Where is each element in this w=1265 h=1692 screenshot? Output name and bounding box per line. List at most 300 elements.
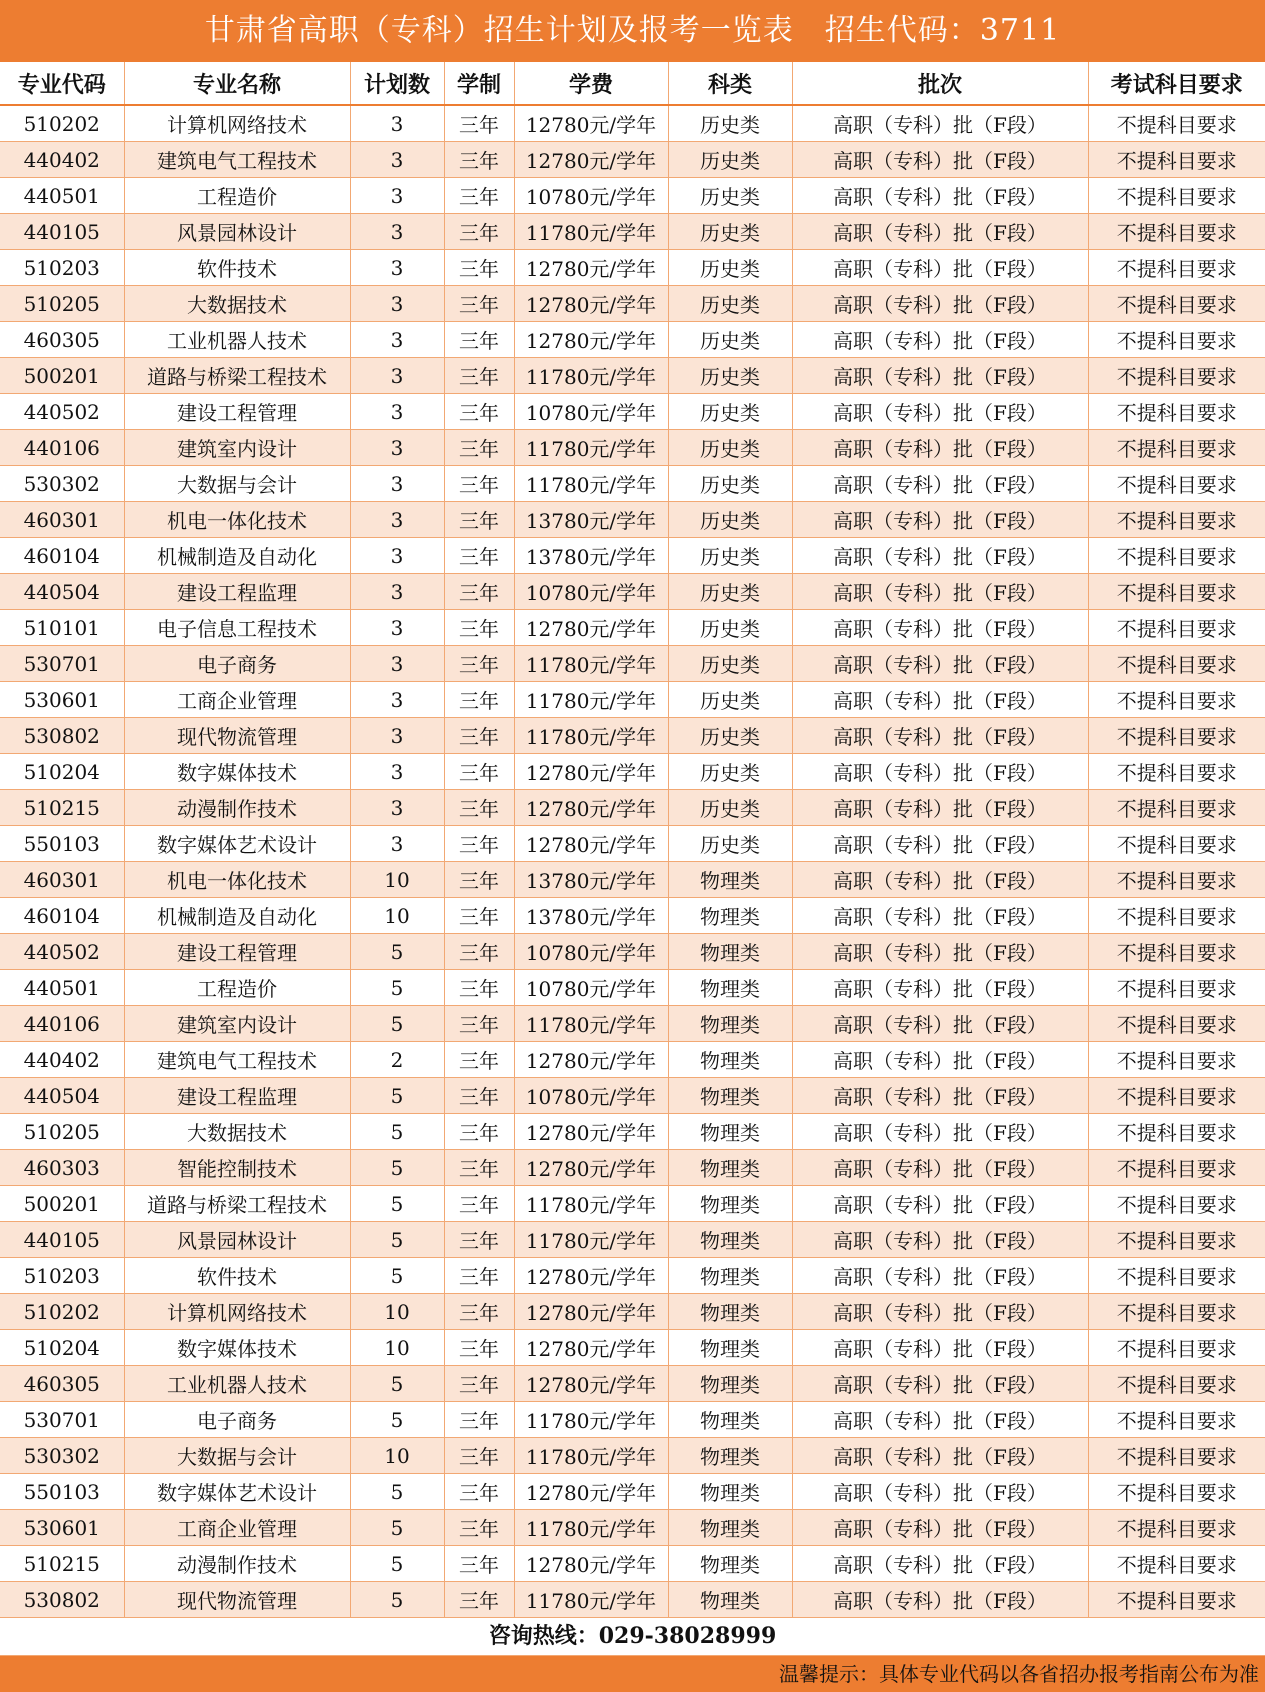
table-row (0, 1330, 1265, 1366)
cell-category: 历史类 (668, 682, 792, 718)
cell-tuition: 10780元/学年 (514, 970, 668, 1006)
table-row (0, 394, 1265, 430)
cell-subject-req: 不提科目要求 (1088, 322, 1265, 358)
cell-subject-req: 不提科目要求 (1088, 430, 1265, 466)
cell-code: 440402 (0, 1042, 124, 1078)
cell-code: 460305 (0, 322, 124, 358)
column-header-code: 专业代码 (0, 62, 124, 105)
cell-tuition: 12780元/学年 (514, 790, 668, 826)
cell-category: 物理类 (668, 1438, 792, 1474)
cell-plan: 3 (350, 178, 444, 214)
cell-tuition: 13780元/学年 (514, 538, 668, 574)
cell-name: 数字媒体艺术设计 (124, 1474, 350, 1510)
cell-plan: 5 (350, 1366, 444, 1402)
table-row (0, 718, 1265, 754)
cell-code: 440105 (0, 1222, 124, 1258)
cell-subject-req: 不提科目要求 (1088, 1582, 1265, 1618)
cell-name: 机械制造及自动化 (124, 538, 350, 574)
cell-code: 530701 (0, 1402, 124, 1438)
cell-tuition: 10780元/学年 (514, 574, 668, 610)
cell-subject-req: 不提科目要求 (1088, 826, 1265, 862)
cell-category: 物理类 (668, 1042, 792, 1078)
cell-batch: 高职（专科）批（F段） (792, 934, 1088, 970)
cell-subject-req: 不提科目要求 (1088, 286, 1265, 322)
cell-tuition: 10780元/学年 (514, 394, 668, 430)
cell-subject-req: 不提科目要求 (1088, 1546, 1265, 1582)
cell-code: 440106 (0, 430, 124, 466)
cell-code: 460104 (0, 898, 124, 934)
cell-tuition: 13780元/学年 (514, 862, 668, 898)
cell-batch: 高职（专科）批（F段） (792, 1438, 1088, 1474)
cell-batch: 高职（专科）批（F段） (792, 574, 1088, 610)
cell-tuition: 12780元/学年 (514, 610, 668, 646)
cell-category: 历史类 (668, 790, 792, 826)
cell-category: 历史类 (668, 322, 792, 358)
cell-plan: 10 (350, 862, 444, 898)
cell-subject-req: 不提科目要求 (1088, 105, 1265, 142)
cell-category: 物理类 (668, 1366, 792, 1402)
cell-category: 历史类 (668, 178, 792, 214)
cell-subject-req: 不提科目要求 (1088, 1114, 1265, 1150)
cell-category: 历史类 (668, 358, 792, 394)
cell-code: 530601 (0, 1510, 124, 1546)
table-row (0, 898, 1265, 934)
cell-plan: 3 (350, 322, 444, 358)
table-row (0, 322, 1265, 358)
cell-duration: 三年 (444, 862, 514, 898)
cell-plan: 5 (350, 1078, 444, 1114)
cell-plan: 5 (350, 1114, 444, 1150)
cell-category: 历史类 (668, 610, 792, 646)
cell-code: 440504 (0, 1078, 124, 1114)
cell-duration: 三年 (444, 934, 514, 970)
cell-batch: 高职（专科）批（F段） (792, 1222, 1088, 1258)
cell-name: 风景园林设计 (124, 214, 350, 250)
cell-tuition: 11780元/学年 (514, 646, 668, 682)
cell-plan: 3 (350, 790, 444, 826)
cell-duration: 三年 (444, 286, 514, 322)
table-row (0, 862, 1265, 898)
cell-name: 风景园林设计 (124, 1222, 350, 1258)
cell-batch: 高职（专科）批（F段） (792, 322, 1088, 358)
table-body (0, 105, 1265, 1618)
cell-duration: 三年 (444, 214, 514, 250)
table-row (0, 1006, 1265, 1042)
cell-duration: 三年 (444, 1438, 514, 1474)
cell-duration: 三年 (444, 898, 514, 934)
column-header-batch: 批次 (792, 62, 1088, 105)
cell-category: 历史类 (668, 286, 792, 322)
cell-name: 建筑室内设计 (124, 1006, 350, 1042)
cell-plan: 10 (350, 1330, 444, 1366)
table-row (0, 1402, 1265, 1438)
table-row (0, 105, 1265, 142)
table-row (0, 1438, 1265, 1474)
cell-code: 530802 (0, 1582, 124, 1618)
cell-tuition: 12780元/学年 (514, 142, 668, 178)
cell-name: 工商企业管理 (124, 1510, 350, 1546)
cell-name: 道路与桥梁工程技术 (124, 1186, 350, 1222)
cell-code: 510203 (0, 1258, 124, 1294)
cell-tuition: 12780元/学年 (514, 105, 668, 142)
cell-code: 440105 (0, 214, 124, 250)
cell-batch: 高职（专科）批（F段） (792, 394, 1088, 430)
column-header-name: 专业名称 (124, 62, 350, 105)
cell-subject-req: 不提科目要求 (1088, 1510, 1265, 1546)
cell-subject-req: 不提科目要求 (1088, 718, 1265, 754)
cell-duration: 三年 (444, 826, 514, 862)
cell-name: 软件技术 (124, 1258, 350, 1294)
cell-tuition: 11780元/学年 (514, 1222, 668, 1258)
cell-batch: 高职（专科）批（F段） (792, 1474, 1088, 1510)
cell-batch: 高职（专科）批（F段） (792, 1546, 1088, 1582)
cell-code: 530802 (0, 718, 124, 754)
cell-code: 460104 (0, 538, 124, 574)
table-row (0, 1474, 1265, 1510)
cell-duration: 三年 (444, 1582, 514, 1618)
cell-duration: 三年 (444, 142, 514, 178)
cell-subject-req: 不提科目要求 (1088, 574, 1265, 610)
table-row (0, 646, 1265, 682)
cell-batch: 高职（专科）批（F段） (792, 1078, 1088, 1114)
cell-subject-req: 不提科目要求 (1088, 502, 1265, 538)
cell-plan: 5 (350, 1582, 444, 1618)
page-title: 甘肃省高职（专科）招生计划及报考一览表 招生代码：3711 (0, 0, 1265, 62)
cell-tuition: 11780元/学年 (514, 1438, 668, 1474)
cell-duration: 三年 (444, 1150, 514, 1186)
cell-duration: 三年 (444, 646, 514, 682)
cell-category: 历史类 (668, 430, 792, 466)
cell-batch: 高职（专科）批（F段） (792, 105, 1088, 142)
cell-tuition: 11780元/学年 (514, 682, 668, 718)
cell-code: 440502 (0, 934, 124, 970)
cell-category: 历史类 (668, 502, 792, 538)
cell-duration: 三年 (444, 1186, 514, 1222)
cell-name: 数字媒体技术 (124, 754, 350, 790)
cell-duration: 三年 (444, 358, 514, 394)
cell-name: 大数据与会计 (124, 466, 350, 502)
cell-tuition: 11780元/学年 (514, 214, 668, 250)
cell-category: 历史类 (668, 574, 792, 610)
cell-subject-req: 不提科目要求 (1088, 1330, 1265, 1366)
cell-category: 物理类 (668, 1258, 792, 1294)
cell-category: 历史类 (668, 826, 792, 862)
cell-code: 440106 (0, 1006, 124, 1042)
cell-tuition: 12780元/学年 (514, 1474, 668, 1510)
cell-category: 物理类 (668, 1078, 792, 1114)
table-row (0, 502, 1265, 538)
table-row (0, 1042, 1265, 1078)
cell-category: 历史类 (668, 646, 792, 682)
cell-plan: 3 (350, 718, 444, 754)
table-row (0, 682, 1265, 718)
cell-code: 510215 (0, 790, 124, 826)
cell-plan: 3 (350, 646, 444, 682)
cell-duration: 三年 (444, 1114, 514, 1150)
cell-duration: 三年 (444, 1330, 514, 1366)
cell-code: 550103 (0, 826, 124, 862)
cell-subject-req: 不提科目要求 (1088, 970, 1265, 1006)
cell-subject-req: 不提科目要求 (1088, 1150, 1265, 1186)
cell-plan: 5 (350, 1474, 444, 1510)
cell-batch: 高职（专科）批（F段） (792, 250, 1088, 286)
cell-batch: 高职（专科）批（F段） (792, 862, 1088, 898)
cell-category: 物理类 (668, 1582, 792, 1618)
cell-plan: 3 (350, 502, 444, 538)
cell-name: 工商企业管理 (124, 682, 350, 718)
cell-subject-req: 不提科目要求 (1088, 466, 1265, 502)
cell-name: 现代物流管理 (124, 718, 350, 754)
cell-category: 物理类 (668, 1330, 792, 1366)
cell-duration: 三年 (444, 178, 514, 214)
cell-tuition: 11780元/学年 (514, 358, 668, 394)
cell-duration: 三年 (444, 1078, 514, 1114)
cell-batch: 高职（专科）批（F段） (792, 1330, 1088, 1366)
cell-subject-req: 不提科目要求 (1088, 754, 1265, 790)
cell-subject-req: 不提科目要求 (1088, 1402, 1265, 1438)
table-row (0, 1222, 1265, 1258)
table-row (0, 430, 1265, 466)
table-row (0, 826, 1265, 862)
cell-tuition: 13780元/学年 (514, 898, 668, 934)
cell-name: 数字媒体技术 (124, 1330, 350, 1366)
cell-tuition: 12780元/学年 (514, 1114, 668, 1150)
cell-code: 440501 (0, 970, 124, 1006)
cell-batch: 高职（专科）批（F段） (792, 970, 1088, 1006)
cell-subject-req: 不提科目要求 (1088, 1222, 1265, 1258)
cell-code: 460301 (0, 862, 124, 898)
column-header-duration: 学制 (444, 62, 514, 105)
cell-plan: 5 (350, 1006, 444, 1042)
cell-category: 物理类 (668, 934, 792, 970)
cell-code: 510202 (0, 1294, 124, 1330)
cell-tuition: 12780元/学年 (514, 1258, 668, 1294)
cell-duration: 三年 (444, 105, 514, 142)
column-header-tuition: 学费 (514, 62, 668, 105)
cell-plan: 5 (350, 1186, 444, 1222)
cell-category: 历史类 (668, 214, 792, 250)
cell-name: 计算机网络技术 (124, 105, 350, 142)
cell-tuition: 12780元/学年 (514, 1042, 668, 1078)
table-row (0, 178, 1265, 214)
cell-code: 460301 (0, 502, 124, 538)
cell-code: 530302 (0, 466, 124, 502)
table-row (0, 1510, 1265, 1546)
cell-plan: 3 (350, 430, 444, 466)
column-header-category: 科类 (668, 62, 792, 105)
cell-category: 历史类 (668, 718, 792, 754)
cell-batch: 高职（专科）批（F段） (792, 1186, 1088, 1222)
cell-name: 工业机器人技术 (124, 322, 350, 358)
cell-code: 510215 (0, 1546, 124, 1582)
cell-name: 道路与桥梁工程技术 (124, 358, 350, 394)
cell-code: 440504 (0, 574, 124, 610)
cell-batch: 高职（专科）批（F段） (792, 178, 1088, 214)
cell-name: 建筑电气工程技术 (124, 142, 350, 178)
cell-batch: 高职（专科）批（F段） (792, 214, 1088, 250)
column-header-subject-req: 考试科目要求 (1088, 62, 1265, 105)
cell-duration: 三年 (444, 250, 514, 286)
table-row (0, 286, 1265, 322)
cell-plan: 3 (350, 214, 444, 250)
cell-tuition: 12780元/学年 (514, 826, 668, 862)
admissions-table (0, 62, 1265, 1618)
cell-code: 550103 (0, 1474, 124, 1510)
cell-plan: 3 (350, 394, 444, 430)
cell-tuition: 10780元/学年 (514, 934, 668, 970)
cell-subject-req: 不提科目要求 (1088, 358, 1265, 394)
cell-plan: 5 (350, 1546, 444, 1582)
table-row (0, 1582, 1265, 1618)
cell-tuition: 12780元/学年 (514, 1150, 668, 1186)
hotline: 咨询热线：029-38028999 (0, 1618, 1265, 1656)
cell-name: 软件技术 (124, 250, 350, 286)
cell-duration: 三年 (444, 1258, 514, 1294)
cell-plan: 3 (350, 754, 444, 790)
cell-name: 大数据与会计 (124, 1438, 350, 1474)
cell-duration: 三年 (444, 1474, 514, 1510)
table-header-row (0, 62, 1265, 105)
cell-plan: 3 (350, 682, 444, 718)
column-header-plan: 计划数 (350, 62, 444, 105)
cell-tuition: 12780元/学年 (514, 1330, 668, 1366)
cell-subject-req: 不提科目要求 (1088, 1006, 1265, 1042)
cell-tuition: 12780元/学年 (514, 322, 668, 358)
cell-batch: 高职（专科）批（F段） (792, 1510, 1088, 1546)
cell-name: 动漫制作技术 (124, 1546, 350, 1582)
cell-name: 大数据技术 (124, 286, 350, 322)
cell-tuition: 12780元/学年 (514, 1294, 668, 1330)
cell-duration: 三年 (444, 430, 514, 466)
table-row (0, 1150, 1265, 1186)
cell-tuition: 11780元/学年 (514, 466, 668, 502)
cell-batch: 高职（专科）批（F段） (792, 754, 1088, 790)
cell-plan: 5 (350, 1150, 444, 1186)
cell-duration: 三年 (444, 1402, 514, 1438)
cell-name: 电子商务 (124, 1402, 350, 1438)
cell-plan: 3 (350, 142, 444, 178)
cell-name: 机械制造及自动化 (124, 898, 350, 934)
cell-subject-req: 不提科目要求 (1088, 538, 1265, 574)
cell-plan: 3 (350, 466, 444, 502)
cell-category: 物理类 (668, 1474, 792, 1510)
cell-name: 智能控制技术 (124, 1150, 350, 1186)
cell-plan: 5 (350, 970, 444, 1006)
cell-duration: 三年 (444, 466, 514, 502)
table-row (0, 790, 1265, 826)
cell-name: 建筑室内设计 (124, 430, 350, 466)
cell-category: 历史类 (668, 142, 792, 178)
cell-subject-req: 不提科目要求 (1088, 1366, 1265, 1402)
table-row (0, 574, 1265, 610)
cell-name: 工程造价 (124, 970, 350, 1006)
cell-batch: 高职（专科）批（F段） (792, 898, 1088, 934)
cell-code: 460305 (0, 1366, 124, 1402)
cell-category: 物理类 (668, 862, 792, 898)
cell-code: 530601 (0, 682, 124, 718)
cell-category: 物理类 (668, 1186, 792, 1222)
cell-name: 数字媒体艺术设计 (124, 826, 350, 862)
cell-duration: 三年 (444, 394, 514, 430)
cell-code: 440501 (0, 178, 124, 214)
cell-plan: 3 (350, 826, 444, 862)
cell-subject-req: 不提科目要求 (1088, 646, 1265, 682)
cell-code: 510101 (0, 610, 124, 646)
cell-batch: 高职（专科）批（F段） (792, 610, 1088, 646)
table-row (0, 1546, 1265, 1582)
cell-tuition: 11780元/学年 (514, 430, 668, 466)
cell-tuition: 12780元/学年 (514, 1366, 668, 1402)
cell-batch: 高职（专科）批（F段） (792, 1006, 1088, 1042)
cell-batch: 高职（专科）批（F段） (792, 1042, 1088, 1078)
cell-batch: 高职（专科）批（F段） (792, 358, 1088, 394)
cell-tuition: 11780元/学年 (514, 1186, 668, 1222)
cell-code: 530302 (0, 1438, 124, 1474)
cell-name: 电子商务 (124, 646, 350, 682)
cell-duration: 三年 (444, 1366, 514, 1402)
cell-plan: 2 (350, 1042, 444, 1078)
table-row (0, 142, 1265, 178)
cell-batch: 高职（专科）批（F段） (792, 790, 1088, 826)
cell-name: 机电一体化技术 (124, 502, 350, 538)
cell-batch: 高职（专科）批（F段） (792, 646, 1088, 682)
table-row (0, 1366, 1265, 1402)
table-row (0, 358, 1265, 394)
cell-batch: 高职（专科）批（F段） (792, 1150, 1088, 1186)
cell-batch: 高职（专科）批（F段） (792, 826, 1088, 862)
cell-category: 历史类 (668, 538, 792, 574)
table-row (0, 1078, 1265, 1114)
cell-code: 500201 (0, 1186, 124, 1222)
cell-plan: 3 (350, 610, 444, 646)
cell-duration: 三年 (444, 1042, 514, 1078)
cell-category: 物理类 (668, 1546, 792, 1582)
cell-duration: 三年 (444, 322, 514, 358)
cell-code: 510205 (0, 1114, 124, 1150)
cell-tuition: 12780元/学年 (514, 286, 668, 322)
cell-subject-req: 不提科目要求 (1088, 214, 1265, 250)
cell-tuition: 11780元/学年 (514, 1582, 668, 1618)
cell-batch: 高职（专科）批（F段） (792, 718, 1088, 754)
cell-category: 物理类 (668, 1006, 792, 1042)
cell-tuition: 11780元/学年 (514, 1510, 668, 1546)
cell-plan: 3 (350, 250, 444, 286)
cell-code: 460303 (0, 1150, 124, 1186)
cell-batch: 高职（专科）批（F段） (792, 682, 1088, 718)
cell-tuition: 12780元/学年 (514, 1546, 668, 1582)
cell-batch: 高职（专科）批（F段） (792, 502, 1088, 538)
cell-duration: 三年 (444, 502, 514, 538)
cell-category: 物理类 (668, 1150, 792, 1186)
cell-plan: 5 (350, 1222, 444, 1258)
table-row (0, 934, 1265, 970)
cell-duration: 三年 (444, 574, 514, 610)
cell-category: 物理类 (668, 1294, 792, 1330)
cell-tuition: 11780元/学年 (514, 718, 668, 754)
tip-note: 温馨提示：具体专业代码以各省招办报考指南公布为准 (0, 1656, 1265, 1692)
cell-plan: 5 (350, 934, 444, 970)
cell-name: 机电一体化技术 (124, 862, 350, 898)
cell-code: 510202 (0, 105, 124, 142)
cell-batch: 高职（专科）批（F段） (792, 1582, 1088, 1618)
cell-duration: 三年 (444, 790, 514, 826)
cell-name: 工业机器人技术 (124, 1366, 350, 1402)
cell-tuition: 12780元/学年 (514, 754, 668, 790)
cell-batch: 高职（专科）批（F段） (792, 1114, 1088, 1150)
cell-duration: 三年 (444, 1294, 514, 1330)
cell-code: 510203 (0, 250, 124, 286)
cell-tuition: 11780元/学年 (514, 1006, 668, 1042)
